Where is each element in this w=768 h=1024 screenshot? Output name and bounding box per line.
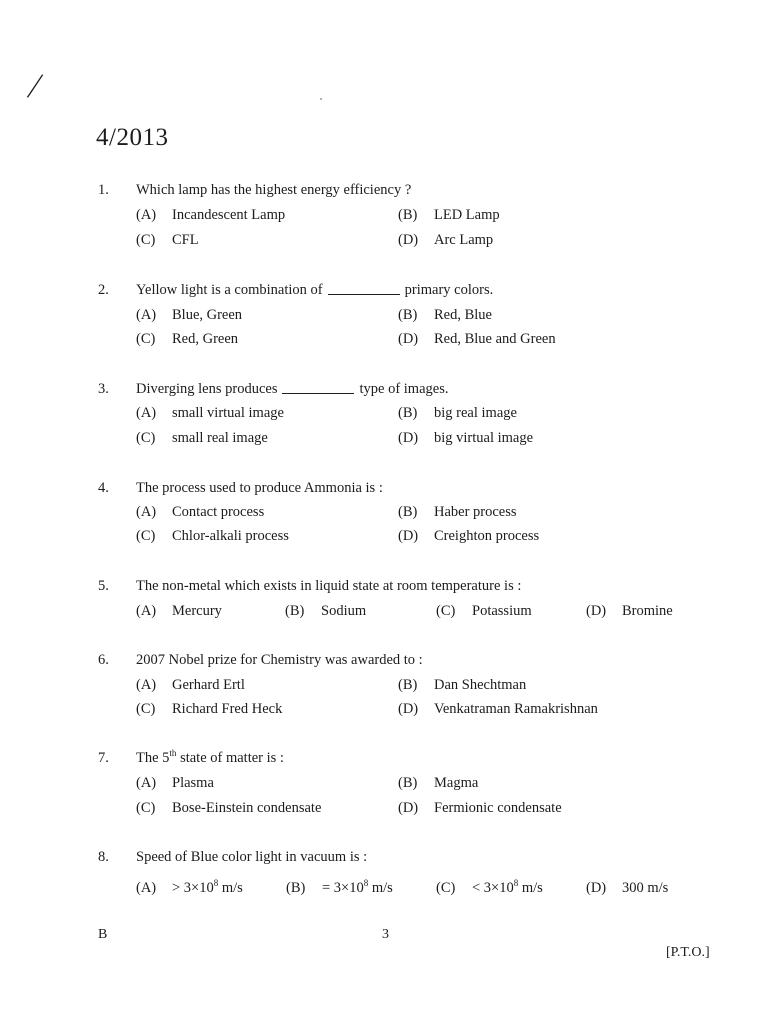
- option-d: (D) Arc Lamp: [398, 232, 494, 248]
- question-number: 6.: [98, 652, 109, 668]
- option-b: (B) LED Lamp: [398, 207, 500, 223]
- question-text: Speed of Blue color light in vacuum is :: [136, 849, 368, 865]
- question-number: 4.: [98, 480, 109, 496]
- option-d: (D) Bromine: [586, 603, 673, 619]
- question-text: The process used to produce Ammonia is :: [136, 480, 383, 496]
- option-c: (C) Richard Fred Heck: [136, 701, 283, 717]
- pen-mark-slash: /: [24, 68, 46, 105]
- question-number: 3.: [98, 381, 109, 397]
- option-a: (A) Incandescent Lamp: [136, 207, 286, 223]
- question-text: The non-metal which exists in liquid state at room temperature is :: [136, 578, 522, 594]
- option-c: $(C) < 3\times 10^8$ m/s: [436, 878, 543, 896]
- question-text: Which lamp has the highest energy efficiency ?: [136, 182, 412, 198]
- option-c: (C) Red, Green: [136, 331, 239, 347]
- option-b: (B) Haber process: [398, 504, 517, 520]
- question-number: 5.: [98, 578, 109, 594]
- question-text: Yellow light is a combination of primary colors.: [136, 282, 494, 298]
- question-number: 2.: [98, 282, 109, 298]
- option-c: (C) Bose-Einstein condensate: [136, 800, 322, 816]
- option-b: (B) Sodium: [285, 603, 367, 619]
- speck-mark: [320, 98, 322, 100]
- answer-blank: [328, 294, 400, 295]
- option-d: (D) big virtual image: [398, 430, 534, 446]
- option-b: (B) Red, Blue: [398, 307, 492, 323]
- option-a: (A) Mercury: [136, 603, 222, 619]
- option-a: $(A) > 3\times 10^8$ m/s: [136, 878, 243, 896]
- option-a: (A) Contact process: [136, 504, 265, 520]
- option-d: (D) Fermionic condensate: [398, 800, 562, 816]
- option-a: (A) Gerhard Ertl: [136, 677, 245, 693]
- question-text: The 5th state of matter is :: [136, 748, 284, 766]
- question-number: 7.: [98, 750, 109, 766]
- option-c: (C) Chlor-alkali process: [136, 528, 289, 544]
- option-b: (B) Dan Shechtman: [398, 677, 527, 693]
- option-c: (C) Potassium: [436, 603, 532, 619]
- answer-blank: [282, 393, 354, 394]
- page-number: 3: [382, 927, 389, 942]
- paper-code: 4/2013: [96, 124, 169, 151]
- question-text: Diverging lens produces type of images.: [136, 381, 449, 397]
- option-a: (A) Blue, Green: [136, 307, 243, 323]
- option-a: (A) Plasma: [136, 775, 214, 791]
- option-d: (D) Red, Blue and Green: [398, 331, 556, 347]
- question-number: 1.: [98, 182, 109, 198]
- option-b: (B) Magma: [398, 775, 479, 791]
- please-turn-over: [P.T.O.]: [666, 945, 710, 960]
- question-set-code: B: [98, 927, 108, 942]
- option-d: (D) Creighton process: [398, 528, 540, 544]
- option-c: (C) small real image: [136, 430, 268, 446]
- option-c: (C) CFL: [136, 232, 199, 248]
- option-b: (B) big real image: [398, 405, 517, 421]
- question-text: 2007 Nobel prize for Chemistry was awarded to :: [136, 652, 423, 668]
- option-d: (D) 300 m/s: [586, 880, 669, 896]
- option-a: (A) small virtual image: [136, 405, 284, 421]
- question-number: 8.: [98, 849, 109, 865]
- option-b: $(B) = 3\times 10^8$ m/s: [286, 878, 393, 896]
- option-d: (D) Venkatraman Ramakrishnan: [398, 701, 598, 717]
